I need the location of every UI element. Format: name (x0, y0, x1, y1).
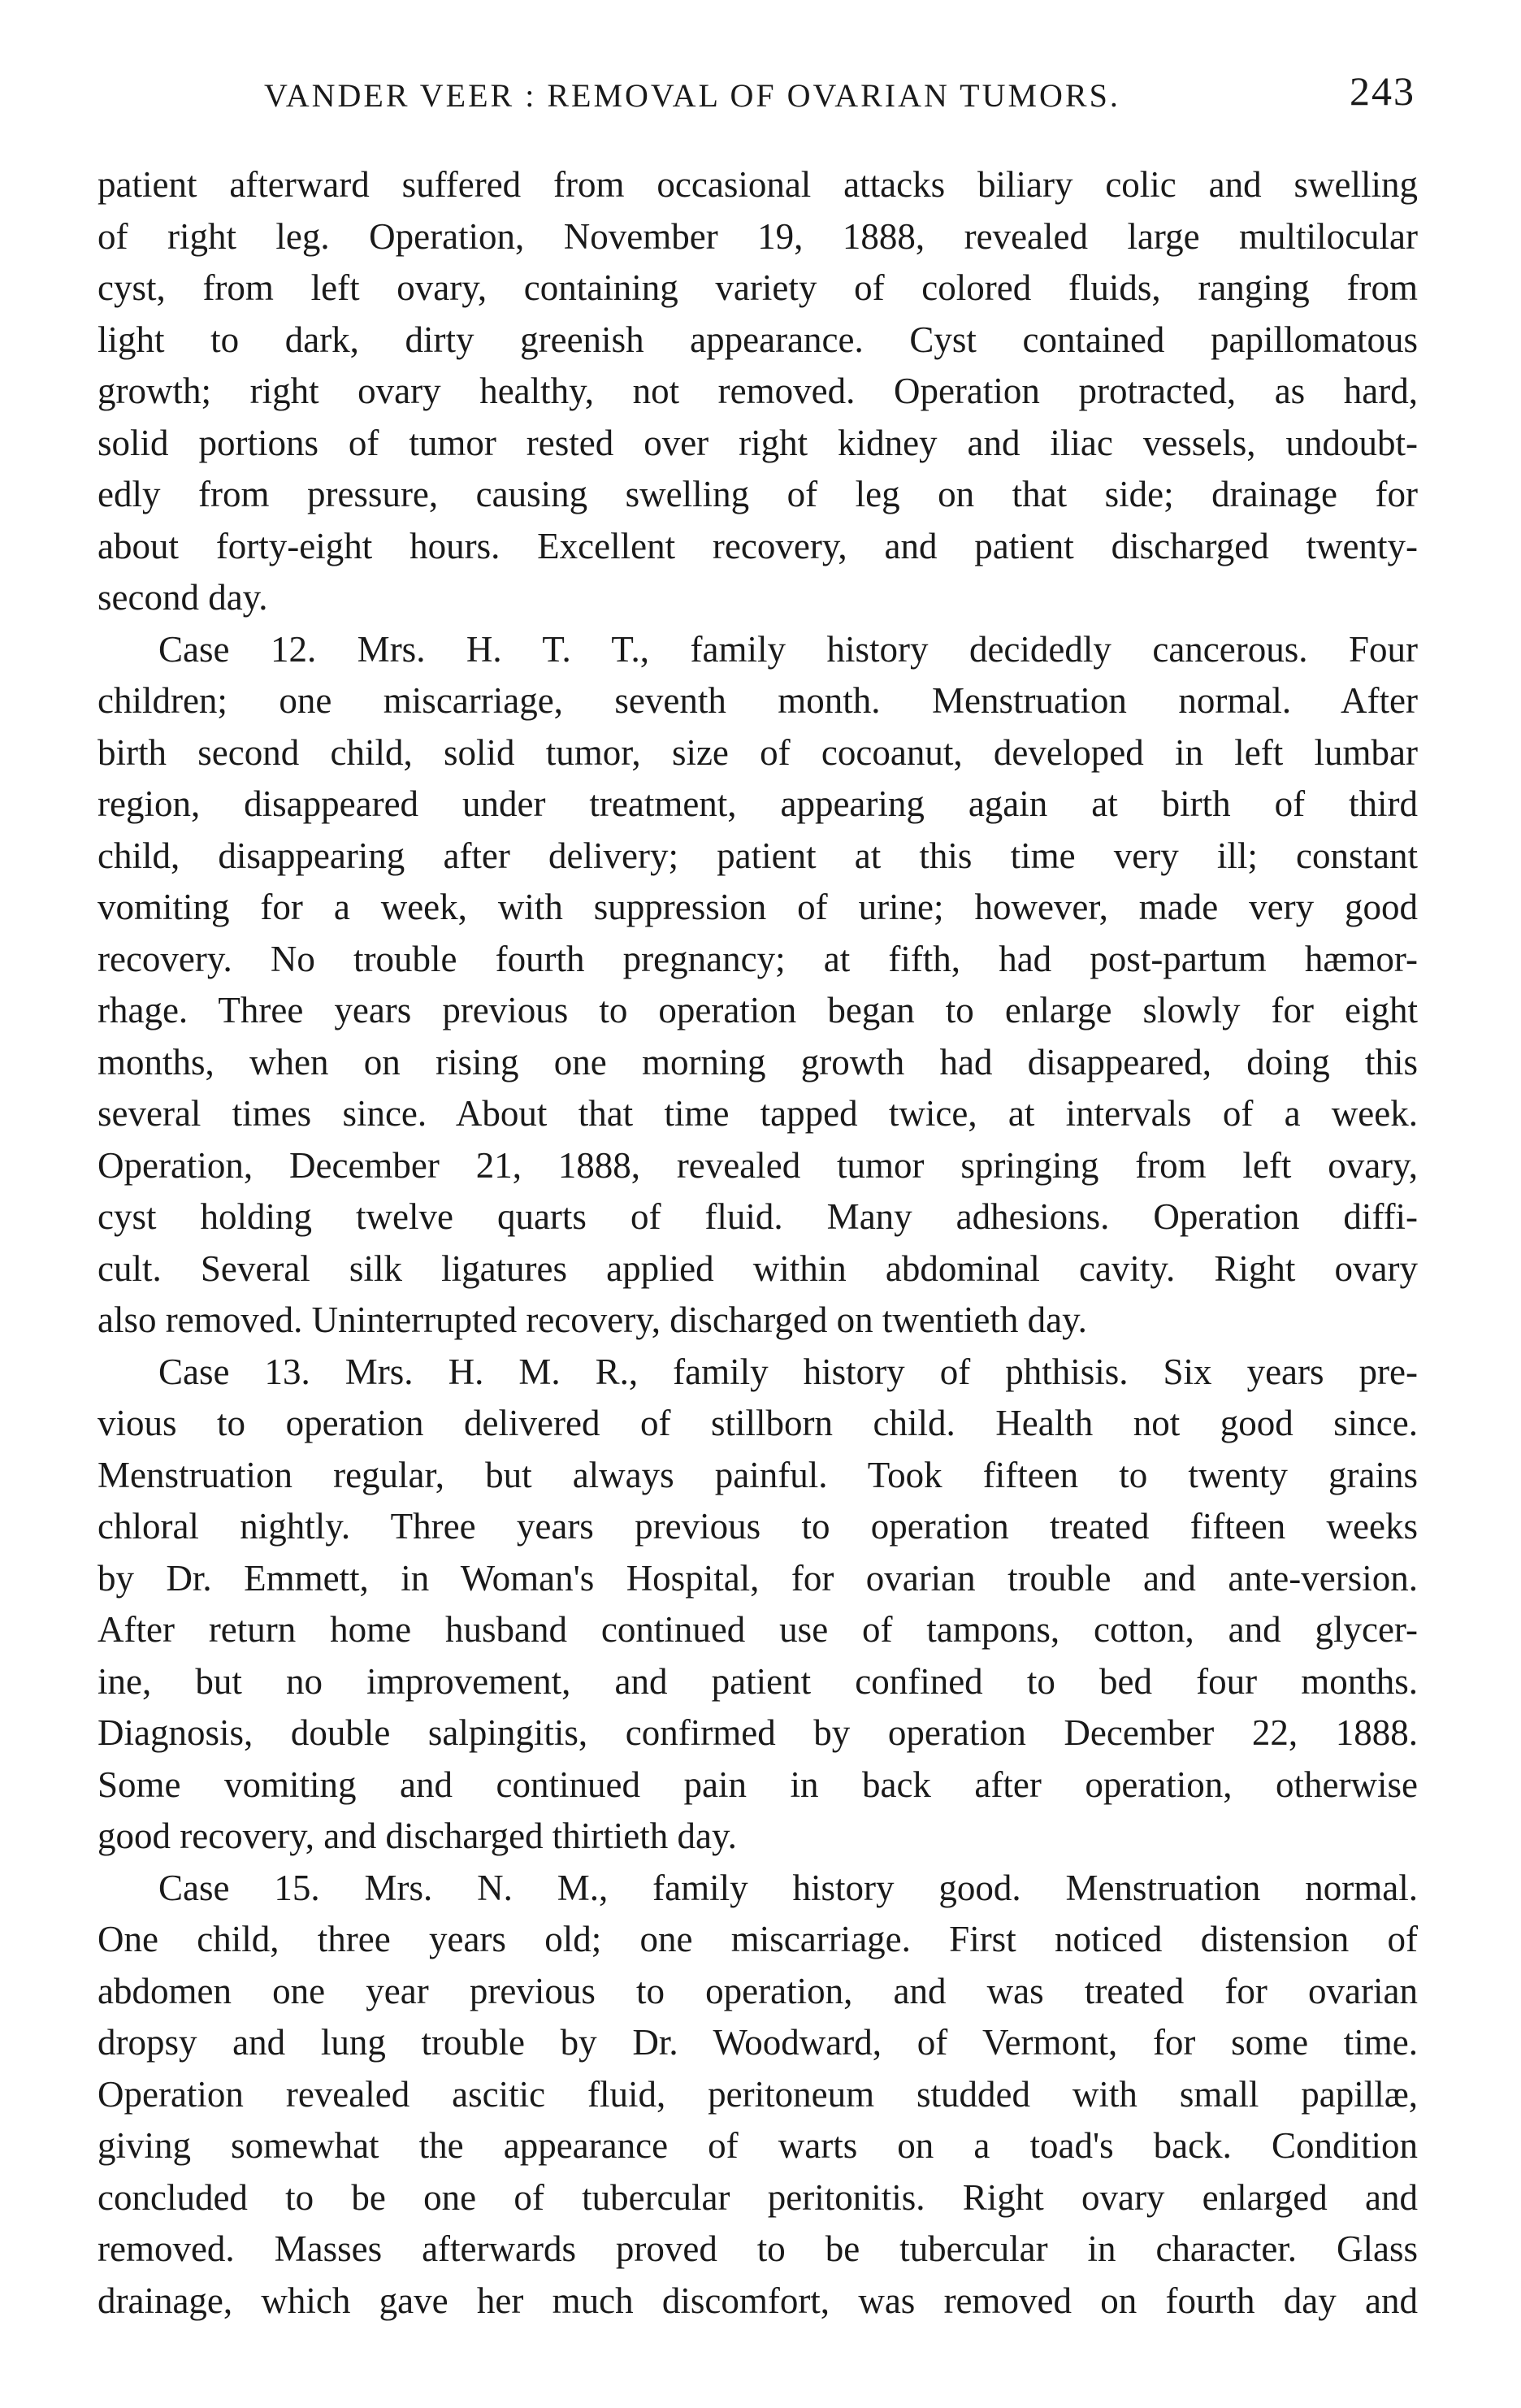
text-line: months, when on rising one morning growth had disappeared, doing this (98, 1041, 1418, 1083)
text-line: patient afterward suffered from occasional attacks biliary colic and swelling (98, 164, 1418, 205)
text-line: cult. Several silk ligatures applied within abdominal cavity. Right ovary (98, 1247, 1418, 1289)
running-head: VANDER VEER : REMOVAL OF OVARIAN TUMORS. (264, 77, 1120, 114)
text-line: giving somewhat the appearance of warts on a toad's back. Condition (98, 2125, 1418, 2166)
text-line: growth; right ovary healthy, not removed. Operation protracted, as hard, (98, 371, 1418, 411)
text-line: of right leg. Operation, November 19, 1888, revealed large multilocular (98, 215, 1418, 257)
text-line: chloral nightly. Three years previous to operation treated fifteen weeks (98, 1506, 1418, 1547)
text-line: Menstruation regular, but always painful. Took fifteen to twenty grains (98, 1454, 1418, 1495)
text-line: dropsy and lung trouble by Dr. Woodward, of Vermont, for some time. (98, 2022, 1418, 2063)
text-line: light to dark, dirty greenish appearance. Cyst contained papillomatous (98, 319, 1418, 360)
text-line: Diagnosis, double salpingitis, confirmed by operation December 22, 1888. (98, 1712, 1418, 1753)
case-15-first-line: Case 15. Mrs. N. M., family history good. Menstruation normal. (158, 1867, 1418, 1908)
text-line: solid portions of tumor rested over right kidney and iliac vessels, undoubt- (98, 422, 1418, 463)
text-line: by Dr. Emmett, in Woman's Hospital, for ovarian trouble and ante-version. (98, 1557, 1418, 1599)
text-line: about forty-eight hours. Excellent recovery, and patient discharged twenty- (98, 525, 1418, 566)
text-line: cyst, from left ovary, containing variety of colored fluids, ranging from (98, 267, 1418, 308)
text-line: One child, three years old; one miscarriage. First noticed distension of (98, 1919, 1418, 1959)
body-text (98, 159, 1418, 2327)
text-line: drainage, which gave her much discomfort, was removed on fourth day and (98, 2280, 1418, 2321)
text-line: rhage. Three years previous to operation began to enlarge slowly for eight (98, 990, 1418, 1030)
case-12-first-line: Case 12. Mrs. H. T. T., family history decidedly cancerous. Four (158, 628, 1418, 670)
text-line: Some vomiting and continued pain in back after operation, otherwise (98, 1764, 1418, 1805)
text-line: concluded to be one of tubercular peritonitis. Right ovary enlarged and (98, 2176, 1418, 2218)
text-line: also removed. Uninterrupted recovery, discharged on twentieth day. (98, 1299, 1087, 1340)
text-line: cyst holding twelve quarts of fluid. Many adhesions. Operation diffi- (98, 1196, 1418, 1237)
text-line: vomiting for a week, with suppression of urine; however, made very good (98, 887, 1418, 927)
page-number: 243 (1350, 68, 1415, 114)
text-line: ine, but no improvement, and patient confined to bed four months. (98, 1660, 1418, 1702)
text-line: abdomen one year previous to operation, and was treated for ovarian (98, 1970, 1418, 2011)
text-line: After return home husband continued use of tampons, cotton, and glycer- (98, 1609, 1418, 1650)
text-line: second day. (98, 577, 268, 618)
text-line: recovery. No trouble fourth pregnancy; at fifth, had post-partum hæmor- (98, 938, 1418, 979)
text-line: removed. Masses afterwards proved to be tubercular in character. Glass (98, 2228, 1418, 2269)
text-line: good recovery, and discharged thirtieth day. (98, 1816, 737, 1856)
page-header (98, 68, 1415, 120)
text-line: Operation revealed ascitic fluid, peritoneum studded with small papillæ, (98, 2073, 1418, 2115)
text-line: several times since. About that time tapped twice, at intervals of a week. (98, 1093, 1418, 1134)
text-line: children; one miscarriage, seventh month. Menstruation normal. After (98, 680, 1418, 721)
text-line: Operation, December 21, 1888, revealed tumor springing from left ovary, (98, 1144, 1418, 1186)
text-line: birth second child, solid tumor, size of cocoanut, developed in left lumbar (98, 731, 1418, 773)
text-line: edly from pressure, causing swelling of leg on that side; drainage for (98, 474, 1418, 514)
text-line: child, disappearing after delivery; patient at this time very ill; constant (98, 835, 1418, 876)
text-line: vious to operation delivered of stillborn child. Health not good since. (98, 1403, 1418, 1443)
text-line: region, disappeared under treatment, appearing again at birth of third (98, 783, 1418, 824)
case-13-first-line: Case 13. Mrs. H. M. R., family history of phthisis. Six years pre- (158, 1351, 1418, 1392)
